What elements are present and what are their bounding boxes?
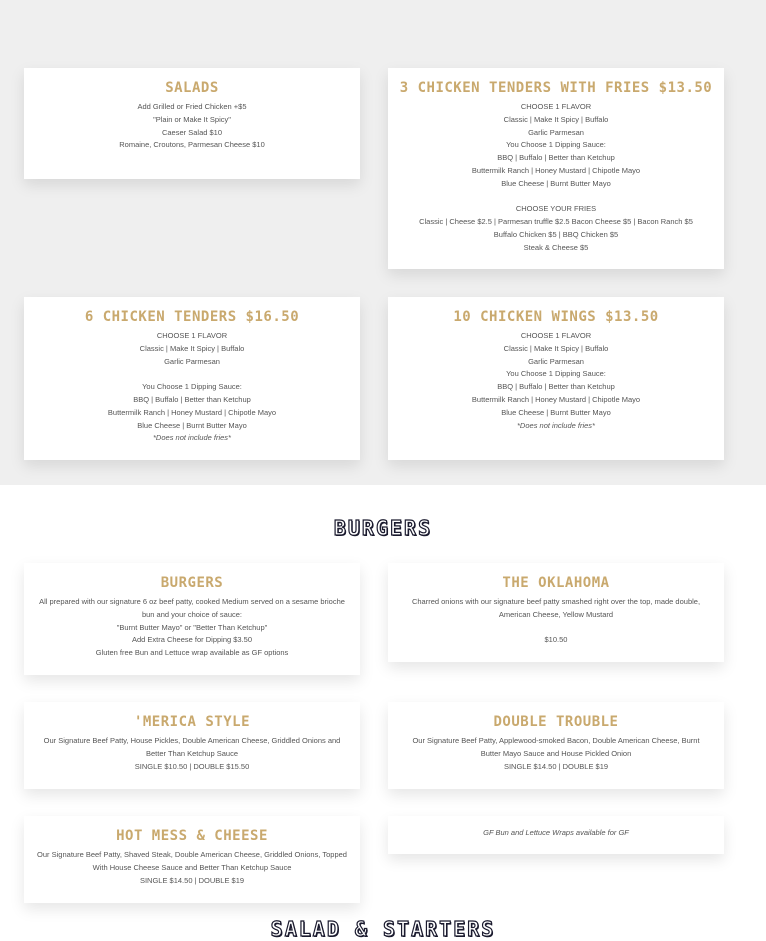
card-title: HOT MESS & CHEESE	[116, 828, 268, 844]
card-line: Classic | Make It Spicy | Buffalo	[503, 343, 609, 353]
card-line: Classic | Cheese $2.5 | Parmesan truffle $2.5 Bacon Cheese $5 | Bacon Ranch $5	[419, 217, 693, 227]
card-line: CHOOSE YOUR FRIES	[515, 204, 597, 214]
card-line: You Choose 1 Dipping Sauce:	[506, 140, 606, 150]
card-line: Our Signature Beef Patty, Shaved Steak, Double American Cheese, Griddled Onions, Topped With House Cheese Sauce and Better Than Ketchup Sauce	[37, 850, 347, 872]
card-line: Buttermilk Ranch | Honey Mustard | Chipotle Mayo	[471, 165, 641, 175]
double-trouble-card	[388, 702, 724, 789]
card-line: You Choose 1 Dipping Sauce:	[506, 369, 606, 379]
card-line: Buttermilk Ranch | Honey Mustard | Chipotle Mayo	[471, 394, 641, 404]
card-line: BBQ | Buffalo | Better than Ketchup	[497, 153, 615, 163]
card-line: SINGLE $14.50 | DOUBLE $19	[139, 875, 245, 885]
merica-style-card	[24, 702, 360, 789]
card-line: Garlic Parmesan	[528, 127, 584, 137]
card-line: Blue Cheese | Burnt Butter Mayo	[137, 420, 247, 430]
card-spacer	[24, 368, 360, 381]
three-chicken-tenders-card	[388, 68, 724, 269]
card-line: Blue Cheese | Burnt Butter Mayo	[501, 407, 611, 417]
card-line: Steak & Cheese $5	[523, 242, 589, 252]
card-title: 'MERICA STYLE	[133, 714, 251, 730]
card-line: Caeser Salad $10	[161, 127, 223, 137]
card-line: Garlic Parmesan	[164, 356, 220, 366]
card-spacer	[388, 622, 724, 635]
salads-card	[24, 68, 360, 179]
card-title: DOUBLE TROUBLE	[493, 714, 619, 730]
card-line: "Burnt Butter Mayo" or "Better Than Ketchup"	[116, 622, 268, 632]
six-chicken-tenders-card	[24, 297, 360, 460]
card-title: 10 CHICKEN WINGS $13.50	[453, 309, 659, 325]
card-title: BURGERS	[160, 575, 224, 591]
card-line: Garlic Parmesan	[528, 356, 584, 366]
card-note: *Does not include fries*	[153, 433, 231, 443]
salad-starters-heading: SALAD & STARTERS	[270, 917, 496, 941]
card-line: Gluten free Bun and Lettuce wrap available as GF options	[95, 648, 289, 658]
card-title: THE OKLAHOMA	[502, 575, 610, 591]
card-line: You Choose 1 Dipping Sauce:	[142, 382, 242, 392]
card-line: $10.50	[544, 635, 568, 645]
ten-chicken-wings-card	[388, 297, 724, 460]
burgers-heading: BURGERS	[333, 516, 433, 540]
card-line: Buffalo Chicken $5 | BBQ Chicken $5	[493, 229, 619, 239]
card-title: 3 CHICKEN TENDERS WITH FRIES $13.50	[399, 80, 713, 96]
card-line: Buttermilk Ranch | Honey Mustard | Chipotle Mayo	[107, 407, 277, 417]
card-title: 6 CHICKEN TENDERS $16.50	[84, 309, 300, 325]
card-line: Classic | Make It Spicy | Buffalo	[503, 114, 609, 124]
gf-note-card	[388, 816, 724, 854]
card-line: Our Signature Beef Patty, House Pickles, Double American Cheese, Griddled Onions and Better Than Ketchup Sauce	[43, 736, 341, 758]
card-line: Romaine, Croutons, Parmesan Cheese $10	[119, 140, 265, 150]
card-line: SINGLE $14.50 | DOUBLE $19	[503, 761, 609, 771]
card-line: Add Extra Cheese for Dipping $3.50	[131, 635, 253, 645]
card-line: Charred onions with our signature beef patty smashed right over the top, made double, American Cheese, Yellow Mustard	[411, 597, 701, 619]
card-line: Add Grilled or Fried Chicken +$5	[137, 102, 247, 111]
card-spacer	[388, 191, 724, 204]
hot-mess-cheese-card	[24, 816, 360, 903]
card-line: CHOOSE 1 FLAVOR	[156, 331, 228, 340]
card-title: SALADS	[165, 80, 219, 96]
gf-note: GF Bun and Lettuce Wraps available for GF	[483, 828, 629, 837]
card-line: Blue Cheese | Burnt Butter Mayo	[501, 178, 611, 188]
card-line: All prepared with our signature 6 oz beef patty, cooked Medium served on a sesame brioche bun and your choice of sauce:	[39, 597, 345, 619]
card-line: CHOOSE 1 FLAVOR	[520, 102, 592, 111]
card-line: BBQ | Buffalo | Better than Ketchup	[497, 382, 615, 392]
card-line: CHOOSE 1 FLAVOR	[520, 331, 592, 340]
oklahoma-card	[388, 563, 724, 662]
card-line: Classic | Make It Spicy | Buffalo	[139, 343, 245, 353]
card-line: Our Signature Beef Patty, Applewood-smoked Bacon, Double American Cheese, Burnt Butter Mayo Sauce and House Pickled Onion	[412, 736, 700, 758]
card-line: BBQ | Buffalo | Better than Ketchup	[133, 394, 251, 404]
card-line: SINGLE $10.50 | DOUBLE $15.50	[134, 761, 250, 771]
card-note: *Does not include fries*	[517, 420, 595, 430]
burgers-card	[24, 563, 360, 675]
card-line: "Plain or Make It Spicy"	[153, 114, 231, 124]
